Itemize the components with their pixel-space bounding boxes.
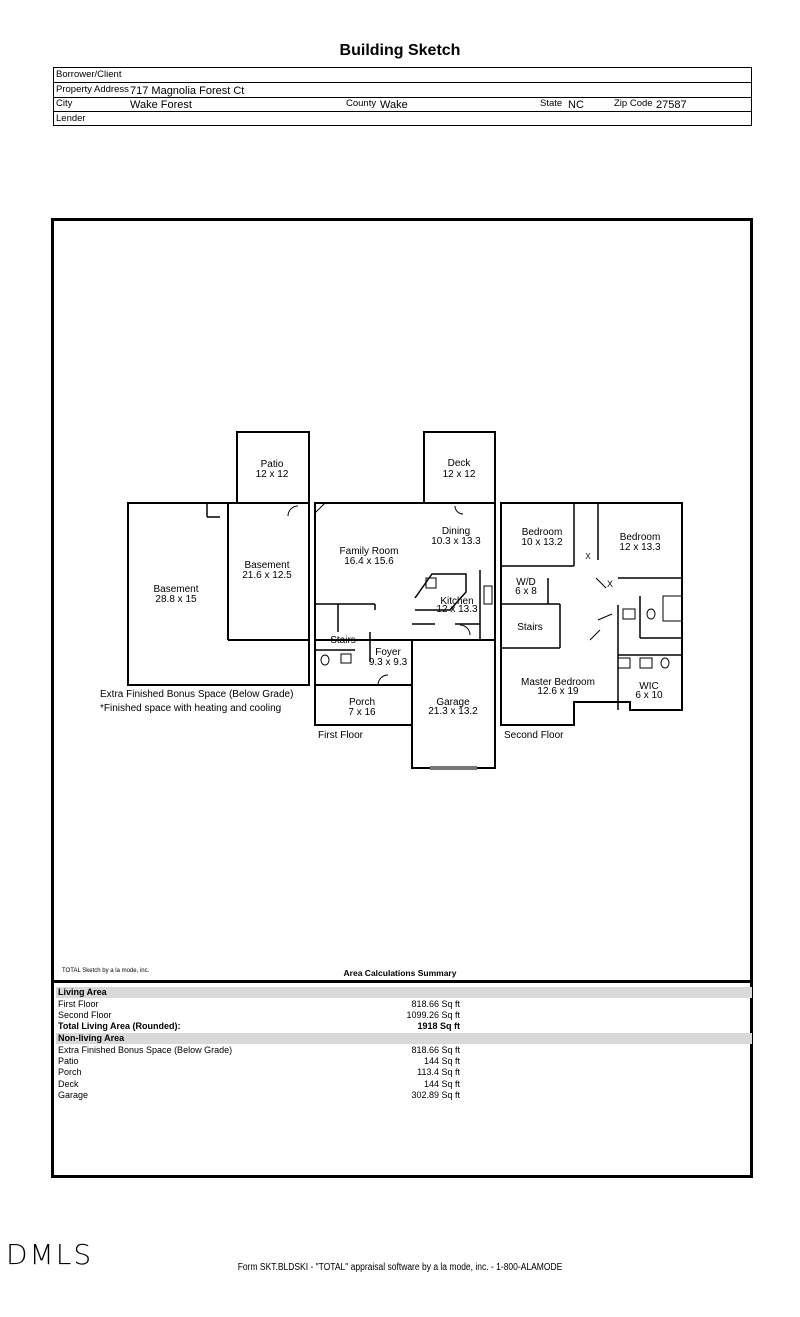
- basement-small-dim: 21.6 x 12.5: [242, 570, 292, 581]
- summary-row-label: Garage: [58, 1090, 89, 1100]
- summary-row-label: Extra Finished Bonus Space (Below Grade): [58, 1045, 233, 1055]
- second-floor-label: Second Floor: [504, 730, 564, 741]
- master-dim: 12.6 x 19: [537, 686, 579, 697]
- basement-small-name: Basement: [244, 560, 290, 571]
- dining-dim: 10.3 x 13.3: [431, 536, 481, 547]
- closet-door: [596, 578, 606, 588]
- bonus-space-note: Extra Finished Bonus Space (Below Grade): [100, 689, 294, 700]
- wd-name: W/D: [516, 577, 536, 588]
- family-name: Family Room: [339, 546, 399, 557]
- foyer-dim: 9.3 x 9.3: [368, 657, 408, 668]
- master-name: Master Bedroom: [521, 677, 595, 688]
- sketch-credit: TOTAL Sketch by a la mode, inc.: [62, 968, 150, 974]
- summary-row-label: Second Floor: [58, 1010, 112, 1020]
- address-value: 717 Magnolia Forest Ct: [130, 85, 245, 97]
- summary-row-value: 818.66 Sq ft: [411, 1045, 460, 1055]
- closet-x-mark: X: [606, 579, 614, 589]
- patio-dim: 12 x 12: [255, 469, 289, 480]
- porch-name: Porch: [348, 697, 376, 708]
- front-door-swing: [378, 675, 388, 685]
- wic-name: WIC: [639, 681, 659, 692]
- wic-dim: 6 x 10: [635, 690, 663, 701]
- patio-name: Patio: [260, 459, 284, 470]
- plan-walls: [128, 432, 682, 768]
- garage-entry-swing: [460, 625, 470, 635]
- county-value: Wake: [380, 99, 408, 111]
- deck-door-swing: [455, 506, 463, 514]
- room-labels: [153, 458, 663, 718]
- master-toilet: [661, 658, 669, 668]
- stairs2-name: Stairs: [517, 622, 543, 633]
- summary-title: Area Calculations Summary: [343, 968, 457, 978]
- garage-dim: 21.3 x 13.2: [428, 706, 478, 717]
- family-dim: 16.4 x 15.6: [344, 556, 394, 567]
- bed2-dim: 12 x 13.3: [619, 542, 661, 553]
- stairs1-name: Stairs: [330, 635, 356, 646]
- wd-dim: 6 x 8: [515, 586, 537, 597]
- summary-row-value: 818.66 Sq ft: [411, 999, 460, 1009]
- lender-label: Lender: [56, 113, 86, 124]
- summary-row-label: Deck: [58, 1079, 79, 1089]
- bed1-name: Bedroom: [521, 527, 563, 538]
- summary-row-value: 113.4 Sq ft: [417, 1067, 460, 1077]
- first-floor-label: First Floor: [318, 730, 363, 741]
- tub: [663, 596, 682, 621]
- area-summary: [54, 980, 750, 1174]
- first-floor-main-outline: [315, 503, 495, 640]
- total-living-label: Total Living Area (Rounded):: [58, 1021, 181, 1031]
- powder-sink: [341, 654, 351, 663]
- closet-x-mark: X: [585, 552, 591, 561]
- zip-value: 27587: [656, 99, 687, 111]
- hall-door: [598, 614, 612, 620]
- plan-fixtures: [288, 506, 669, 685]
- page-title: Building Sketch: [339, 42, 461, 59]
- porch-dim: 7 x 16: [348, 707, 376, 718]
- address-label: Property Address: [56, 84, 129, 95]
- patio-door-swing: [288, 506, 298, 516]
- hall-bath-toilet: [647, 609, 655, 619]
- nonliving-area-header: Non-living Area: [56, 1033, 752, 1044]
- hall-bath-sink: [623, 609, 635, 619]
- corner-fireplace: [315, 503, 325, 513]
- form-footer: Form SKT.BLDSKI - "TOTAL" appraisal software by a la mode, inc. - 1-800-ALAMODE: [237, 1262, 563, 1273]
- total-living-value: 1918 Sq ft: [417, 1021, 460, 1031]
- summary-row-label: Patio: [58, 1056, 79, 1066]
- hall-door: [590, 630, 600, 640]
- dmls-logo: DMLS: [6, 1238, 94, 1271]
- powder-toilet: [321, 655, 329, 665]
- deck-name: Deck: [447, 458, 471, 469]
- borrower-label: Borrower/Client: [56, 69, 122, 80]
- basement-big-name: Basement: [153, 584, 199, 595]
- city-label: City: [56, 98, 73, 109]
- kitchen-range: [484, 586, 492, 604]
- deck-dim: 12 x 12: [442, 469, 476, 480]
- kitchen-name: Kitchen: [440, 596, 474, 607]
- heating-cooling-note: *Finished space with heating and cooling: [100, 703, 282, 714]
- kitchen-dim: 12 x 13.3: [436, 604, 478, 615]
- bed2-name: Bedroom: [619, 532, 661, 543]
- garage-name: Garage: [436, 697, 470, 708]
- summary-row-value: 1099.26 Sq ft: [406, 1010, 460, 1020]
- state-label: State: [540, 98, 563, 109]
- basement-big-dim: 28.8 x 15: [155, 594, 197, 605]
- foyer-name: Foyer: [375, 647, 401, 658]
- summary-row-label: First Floor: [58, 999, 99, 1009]
- master-sink: [640, 658, 652, 668]
- summary-row-label: Porch: [58, 1067, 82, 1077]
- state-value: NC: [568, 99, 584, 111]
- summary-row-value: 144 Sq ft: [423, 1056, 460, 1066]
- county-label: County: [346, 98, 377, 109]
- zip-label: Zip Code: [614, 98, 653, 109]
- bed1-dim: 10 x 13.2: [521, 537, 563, 548]
- summary-row-value: 144 Sq ft: [423, 1079, 460, 1089]
- living-area-header: Living Area: [56, 987, 752, 998]
- dining-name: Dining: [441, 526, 471, 537]
- city-value: Wake Forest: [130, 99, 192, 111]
- floor-labels: [318, 730, 564, 741]
- summary-row-value: 302.89 Sq ft: [411, 1090, 460, 1100]
- master-sink: [618, 658, 630, 668]
